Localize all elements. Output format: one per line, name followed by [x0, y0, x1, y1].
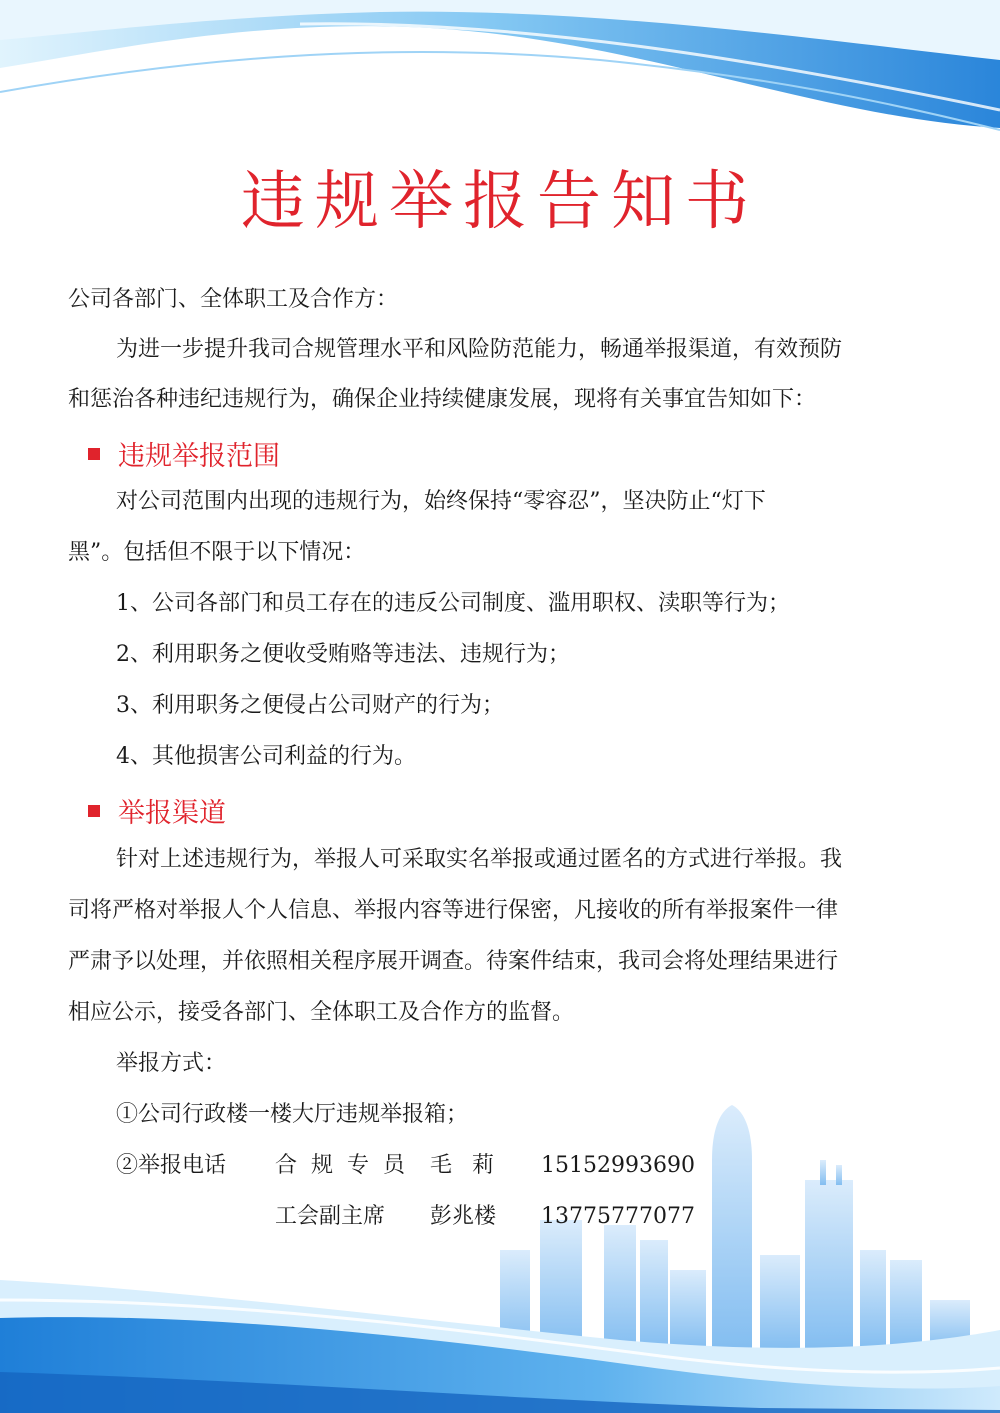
scope-paragraph-line-2: 黑”。包括但不限于以下情况： — [68, 540, 366, 565]
scope-item-4: 4、其他损害公司利益的行为。 — [116, 744, 416, 769]
contact-row-2 — [116, 1202, 695, 1232]
scope-item-3: 3、利用职务之便侵占公司财产的行为； — [116, 693, 504, 718]
scope-item-1: 1、公司各部门和员工存在的违反公司制度、滥用职权、渎职等行为； — [116, 591, 790, 616]
contact-role: 合规专员 — [275, 1153, 420, 1178]
contact-name: 毛莉 — [430, 1153, 515, 1178]
report-method-1: ①公司行政楼一楼大厅违规举报箱； — [116, 1102, 469, 1127]
section-heading-channels — [88, 791, 226, 830]
contact-phone: 13775777077 — [541, 1204, 695, 1229]
channels-paragraph-line-4: 相应公示，接受各部门、全体职工及合作方的监督。 — [68, 1000, 575, 1025]
contact-row-1 — [116, 1151, 695, 1181]
scope-paragraph-line-1: 对公司范围内出现的违规行为，始终保持“零容忍”，坚决防止“灯下 — [116, 489, 766, 514]
contact-name: 彭兆楼 — [430, 1204, 497, 1229]
square-bullet-icon — [88, 448, 100, 460]
intro-line-2: 和惩治各种违纪违规行为，确保企业持续健康发展，现将有关事宜告知如下： — [68, 387, 817, 412]
report-phone-label: ②举报电话 — [116, 1153, 227, 1178]
channels-paragraph-line-1: 针对上述违规行为，举报人可采取实名举报或通过匿名的方式进行举报。我 — [116, 847, 843, 872]
section-heading-label: 违规举报范围 — [118, 441, 280, 472]
report-methods-label: 举报方式： — [116, 1051, 227, 1076]
section-heading-label: 举报渠道 — [118, 798, 226, 829]
greeting: 公司各部门、全体职工及合作方： — [68, 287, 399, 312]
square-bullet-icon — [88, 805, 100, 817]
channels-paragraph-line-2: 司将严格对举报人个人信息、举报内容等进行保密，凡接收的所有举报案件一律 — [68, 898, 839, 923]
scope-item-2: 2、利用职务之便收受贿赂等违法、违规行为； — [116, 642, 570, 667]
contact-phone: 15152993690 — [541, 1153, 695, 1178]
contact-role: 工会副主席 — [275, 1204, 386, 1229]
channels-paragraph-line-3: 严肃予以处理，并依照相关程序展开调查。待案件结束，我司会将处理结果进行 — [68, 949, 839, 974]
intro-line-1: 为进一步提升我司合规管理水平和风险防范能力，畅通举报渠道，有效预防 — [116, 337, 843, 362]
document-title: 违规举报告知书 — [241, 165, 759, 239]
section-heading-scope — [88, 434, 280, 473]
